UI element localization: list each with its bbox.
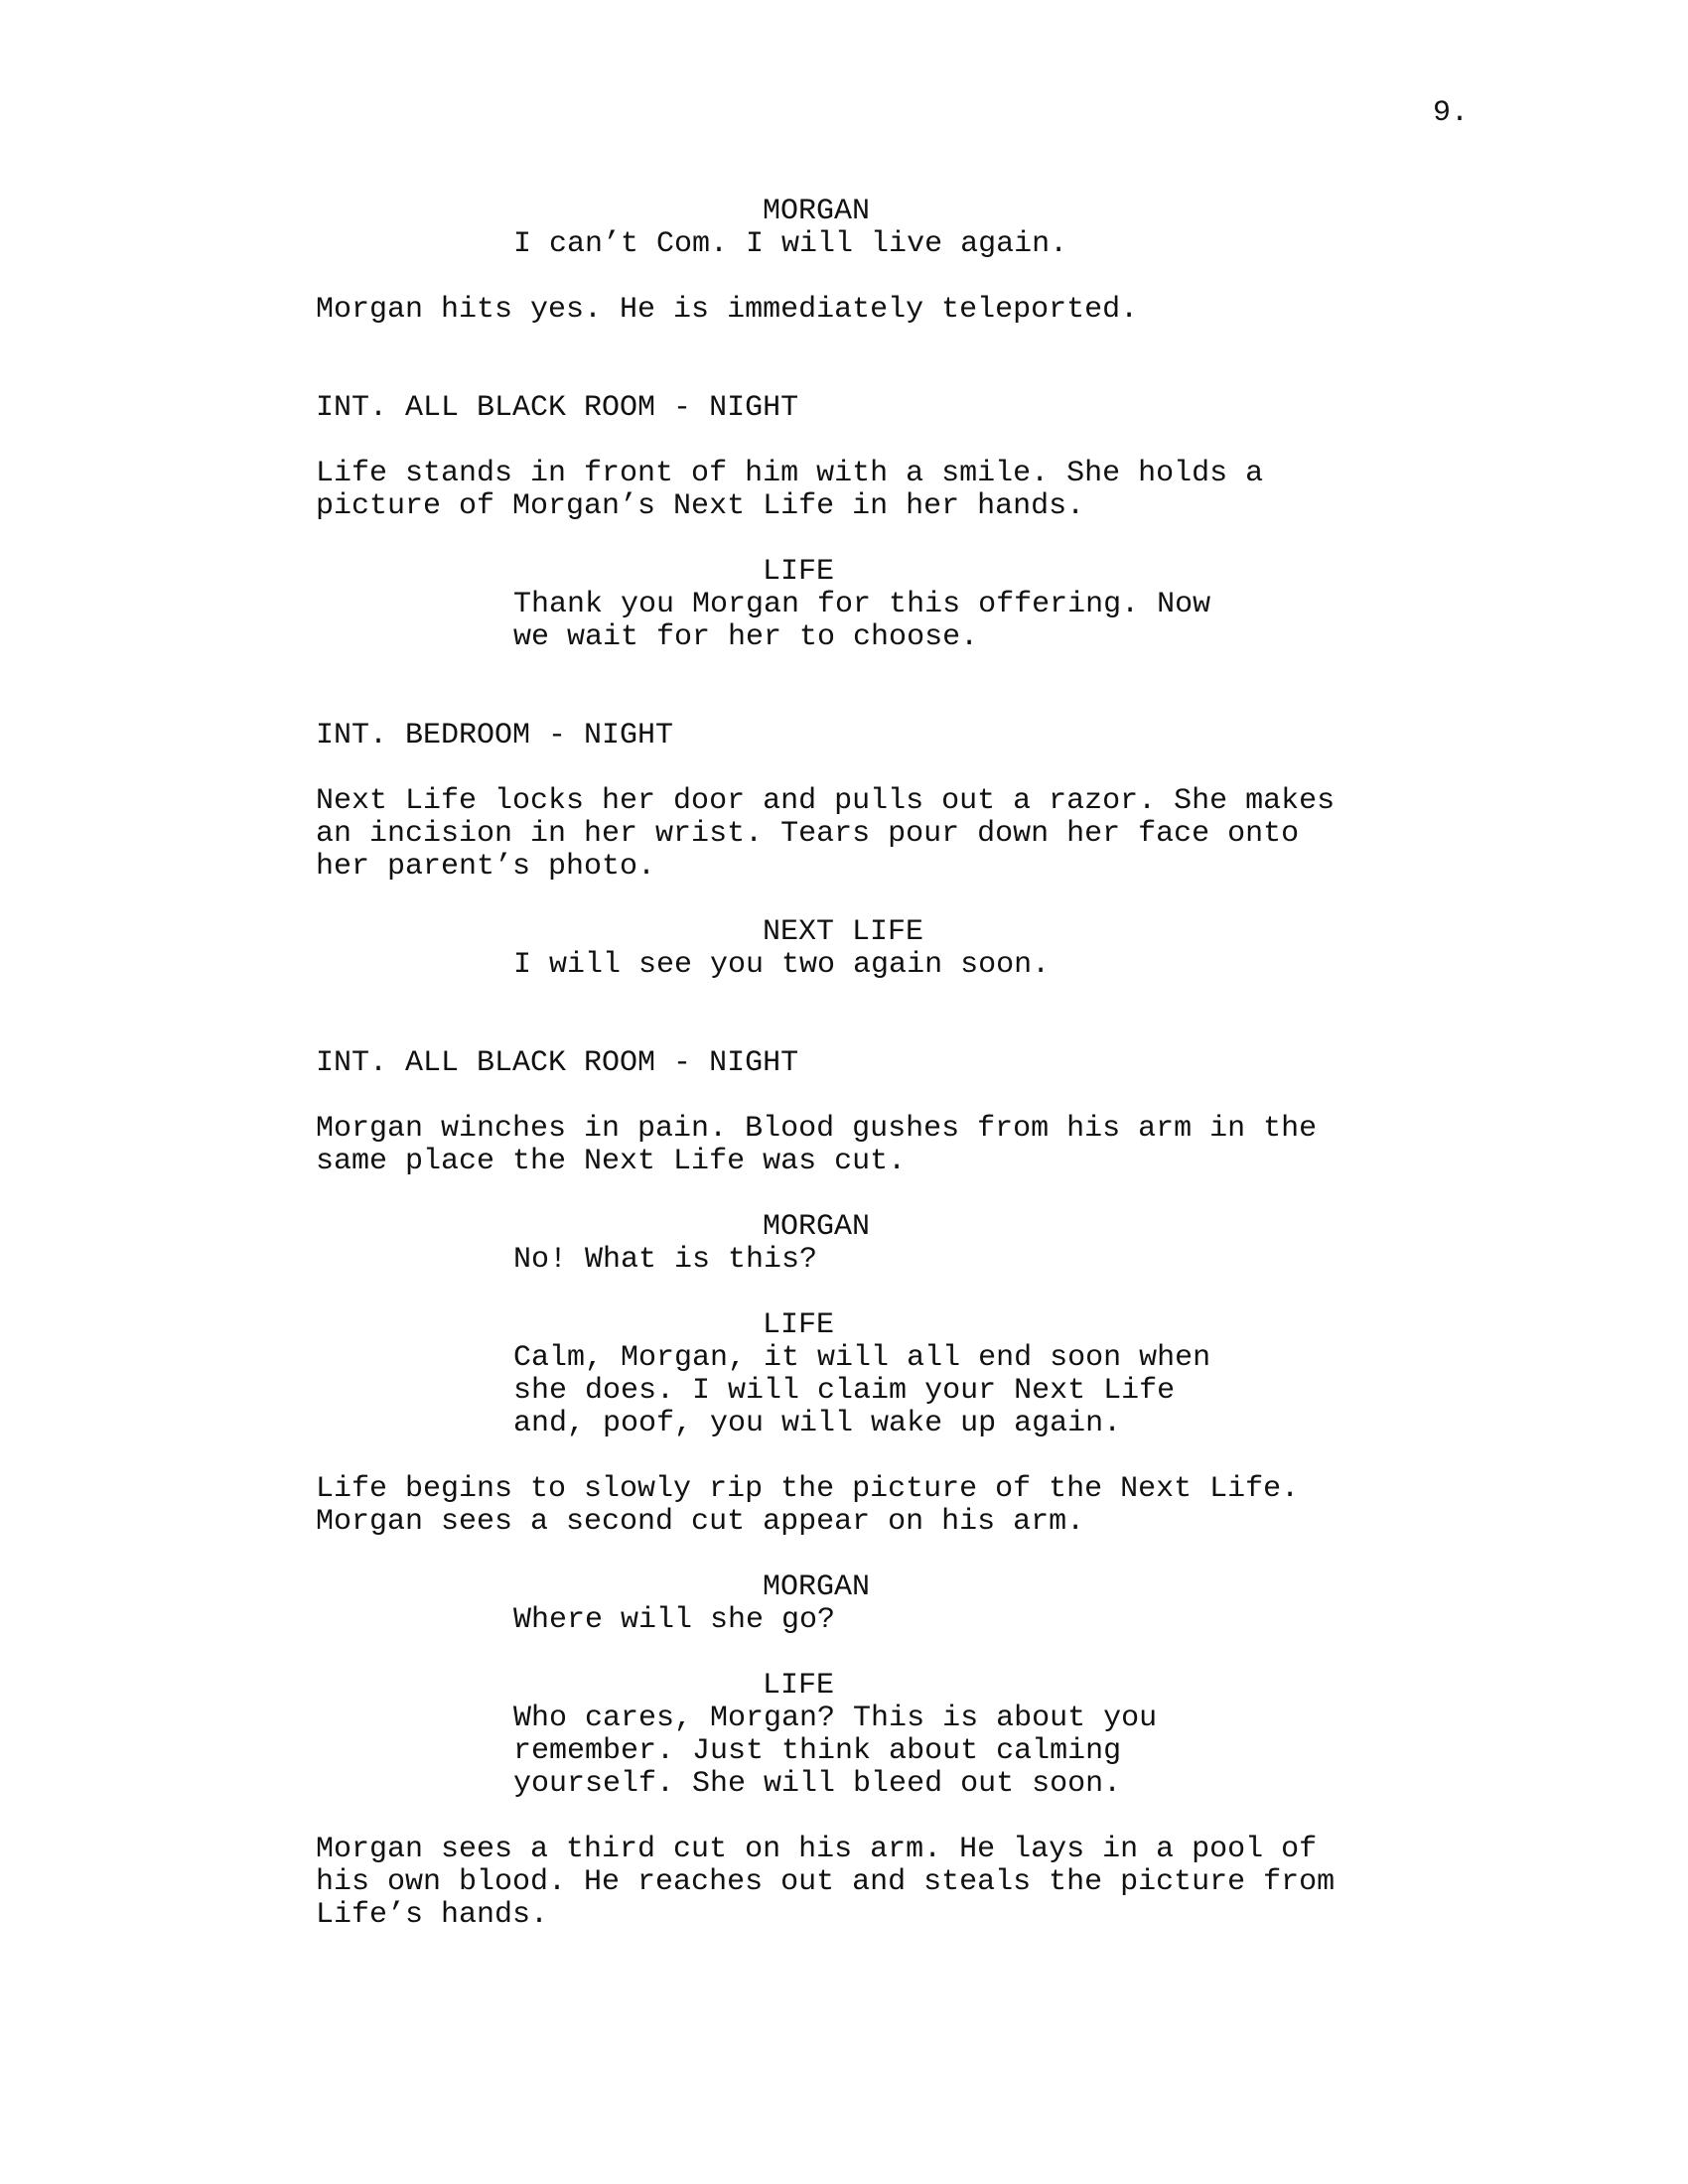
action-line: picture of Morgan’s Next Life in her hands. [316,489,1085,523]
dialogue-line: I can’t Com. I will live again. [513,227,1068,261]
dialogue-line: and, poof, you will wake up again. [513,1407,1122,1440]
dialogue-line: Thank you Morgan for this offering. Now [513,588,1211,621]
scene-heading: INT. BEDROOM - NIGHT [316,719,674,752]
dialogue-line: Who cares, Morgan? This is about you [513,1702,1158,1735]
action-line: Next Life locks her door and pulls out a razor. She makes [316,784,1336,818]
action-line: Life stands in front of him with a smile. She holds a [316,457,1264,490]
dialogue-line: she does. I will claim your Next Life [513,1374,1176,1408]
character-name: NEXT LIFE [763,915,924,949]
action-line: her parent’s photo. [316,850,656,884]
page-number: 9. [1433,96,1470,130]
dialogue-line: No! What is this? [513,1243,818,1277]
dialogue-line: remember. Just think about calming [513,1734,1122,1768]
action-line: Life’s hands. [316,1898,549,1932]
dialogue-line: Where will she go? [513,1603,836,1637]
dialogue-line: Calm, Morgan, it will all end soon when [513,1341,1211,1375]
action-line: Morgan winches in pain. Blood gushes from his arm in the [316,1112,1318,1146]
character-name: MORGAN [763,195,871,228]
dialogue-line: yourself. She will bleed out soon. [513,1767,1122,1801]
character-name: LIFE [763,1308,835,1342]
character-name: LIFE [763,555,835,589]
dialogue-line: we wait for her to choose. [513,620,979,654]
dialogue-line: I will see you two again soon. [513,948,1051,982]
action-line: Morgan sees a second cut appear on his arm. [316,1505,1085,1539]
action-line: same place the Next Life was cut. [316,1145,907,1178]
action-line: Life begins to slowly rip the picture of the Next Life. [316,1472,1300,1506]
scene-heading: INT. ALL BLACK ROOM - NIGHT [316,391,799,425]
character-name: MORGAN [763,1570,871,1604]
action-line: his own blood. He reaches out and steals the picture from [316,1865,1336,1899]
scene-heading: INT. ALL BLACK ROOM - NIGHT [316,1046,799,1080]
character-name: MORGAN [763,1210,871,1244]
action-line: an incision in her wrist. Tears pour down her face onto [316,817,1300,851]
action-line: Morgan sees a third cut on his arm. He lays in a pool of [316,1833,1318,1866]
action-line: Morgan hits yes. He is immediately teleported. [316,293,1139,327]
character-name: LIFE [763,1669,835,1703]
